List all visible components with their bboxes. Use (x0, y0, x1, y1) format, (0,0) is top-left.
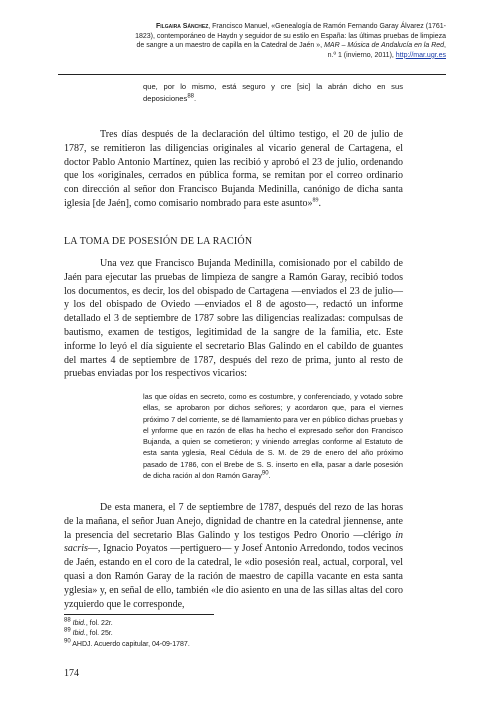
footnote-ref-88[interactable]: 88 (187, 92, 195, 99)
footnote-88 (64, 619, 404, 629)
footnote-number: 90 (64, 638, 71, 645)
header-author: Filgaira Sánchez (155, 23, 209, 30)
footnote-ref-89[interactable]: 89 (312, 197, 319, 204)
paragraph-3-text-a: De esta manera, el 7 de septiembre de 1787, después del rezo de las horas de la mañana, el señor Juan Anejo, dignidad de chantre en la catedral jiennense, ante la presencia del secretario Blas Galindo y los testigos Pedro Onorio —clérigo (64, 502, 403, 541)
block-quote-mid: las que oídas en secreto, como es costumbre, y conferenciado, y votado sobre ellas, se aprobaron por dichos señores; y acordaron que, para el viernes próximo 7 del corriente, se dé llamamiento para ver en público dichas pruebas y el ynforme que en razón de ellas ha hecho el expresado señor don Francisco Bujanda, a quien se cometieron; y viniendo arreglas conforme al Estatuto de esta santa yglesia, Real Cédula de S. M. de 29 de enero del año próximo pasado de 1786, con el Brebe de S. S. inserto en ella, pasar a darle posesión de dicha ración al don Ramón Garay$^{90}$. (143, 392, 403, 481)
page-number: 174 (64, 668, 79, 679)
block-quote-top: que, por lo mismo, está seguro y cre [sic] la abrán dicho en sus deposiciones$^{88}$. (143, 82, 403, 103)
block-quote-top-text: que, por lo mismo, está seguro y cre [sic] la abrán dicho en sus deposiciones (143, 82, 403, 103)
footnotes (64, 619, 404, 650)
block-quote-mid-text: las que oídas en secreto, como es costumbre, y conferenciado, y votado sobre ellas, se aprobaron por dichos señores; y acordaron que, para el viernes próximo 7 del corriente, se dé llamamiento para ver en público dichas pruebas y el ynforme que en razón de ellas ha hecho el expresado señor don Francisco Bujanda, a quien se cometieron; y viniendo arreglas conforme al Estatuto de esta santa yglesia, Real Cédula de S. M. de 29 de enero del año próximo pasado de 1786, con el Brebe de S. S. inserto en ella, pasar a darle posesión de dicha ración al don Ramón Garay (143, 392, 403, 481)
paragraph-1: Tres días después de la declaración del último testigo, el 20 de julio de 1787, se remitieron las diligencias originales al vicario general de Cartagena, el doctor Pablo Antonio Martínez, quien las recibió y aprobó el 23 de julio, ordenando que los «originales, cerrados en pública forma, se remitan por el correo ordinario con dirección al señor don Francisco Bujanda Medinilla, canónigo de dicha santa iglesia [de Jaén], como comisario nombrado para este asunto»$^{89}$. (64, 129, 403, 209)
footnote-number: 89 (64, 628, 71, 635)
paragraph-3-text-b: —, Ignacio Poyatos —pertiguero— y Josef Antonio Arredondo, todos vecinos de Jaén, estando en el coro de la catedral, le «dio posesión real, actual, corporal, vel quasi a don Ramón Garay de la ración de maestro de capilla vacante en esta santa yglesia» y, en señal de ello, también «le dio asiento en una de las sillas altas del coro yzquierdo que le corresponde, (64, 543, 403, 610)
header-journal: MAR – Música de Andalucía en la Red (324, 42, 445, 50)
footnote-90 (64, 640, 404, 650)
header-citation-line1: , Francisco Manuel, «Genealogía de Ramón Fernando Garay Álvarez (1761- (208, 23, 446, 30)
header-comma: , (444, 42, 446, 50)
paragraph-3-italic: in sacris (64, 529, 403, 555)
footnote-rule (64, 614, 214, 615)
header-issue: n.º 1 (invierno, 2011), (327, 51, 396, 59)
section-heading: LA TOMA DE POSESIÓN DE LA RACIÓN (64, 236, 253, 247)
footnote-ibid: Ibid. (72, 630, 86, 638)
header-citation-line2: 1823), contemporáneo de Haydn y seguidor de su estilo en España: las últimas pruebas de limpieza (135, 32, 446, 40)
header-url-link[interactable]: http://mar.ugr.es (395, 51, 446, 59)
footnote-text: , fol. 25r. (85, 630, 113, 638)
paragraph-2 (64, 257, 403, 381)
footnote-89 (64, 629, 404, 639)
paragraph-1-text: Tres días después de la declaración del último testigo, el 20 de julio de 1787, se remitieron las diligencias originales al vicario general de Cartagena, el doctor Pablo Antonio Martínez, quien las recibió y aprobó el 23 de julio, ordenando que los «originales, cerrados en pública forma, se remitan por el correo ordinario con dirección al señor don Francisco Bujanda Medinilla, canónigo de dicha santa iglesia [de Jaén], como comisario nombrado para este asunto» (64, 129, 403, 209)
paragraph-2-text: Una vez que Francisco Bujanda Medinilla, comisionado por el cabildo de Jaén para ejecutar las pruebas de limpieza de sangre a Ramón Garay, recibió todos los documentos, es decir, los del obispado de Cartagena —enviados el 23 de julio— y los del obispado de Oviedo —enviados el 8 de agosto—, redactó un informe detallado el 3 de septiembre de 1787 sobre las diligencias realizadas: compulsas de bautismo, examen de testigos, legitimidad de la sangre de la familia, etc. Este informe lo leyó el día siguiente el secretario Blas Galindo en el cabildo de guantes del martes 4 de septiembre de 1787, después del rezo de prima, junto al resto de pruebas enviadas por los respectivos vicarios: (64, 258, 403, 380)
footnote-text: , fol. 22r. (85, 620, 113, 627)
running-header (58, 22, 446, 60)
footnote-text: AHDJ. Acuerdo capitular, 04-09-1787. (72, 640, 190, 648)
paragraph-3 (64, 501, 403, 611)
footnote-number: 88 (64, 617, 71, 624)
header-rule (58, 74, 446, 75)
footnote-ibid: Ibid. (72, 620, 86, 627)
header-citation-line3: de sangre a un maestro de capilla en la Catedral de Jaén », (136, 42, 325, 50)
footnote-ref-90[interactable]: 90 (261, 470, 269, 477)
